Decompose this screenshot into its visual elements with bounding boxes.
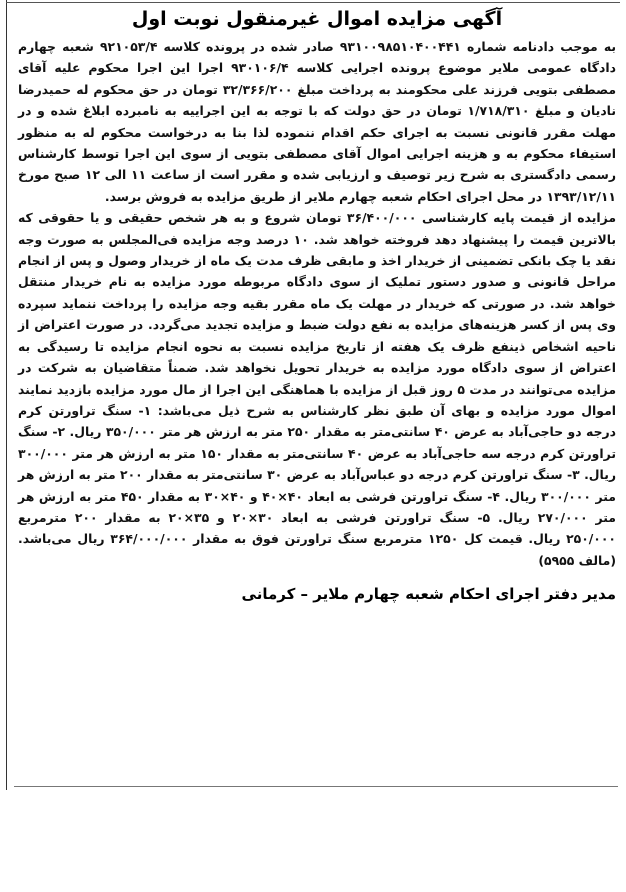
notice-paragraph-terms: مزایده از قیمت پایه کارشناسی ۳۶/۴۰۰/۰۰۰ تومان شروع و به هر شخص حقیقی و یا حقوقی که بالاترین قیمت را پیشنهاد دهد فروخته خواهد شد. ۱۰ درصد وجه مزایده فی‌المجلس به صورت وجه نقد یا چک بانکی تضمینی از خریدار اخذ و مابقی ظرف مدت یک ماه از خریدار وصول و پس از انجام مراحل قانونی و صدور دستور تملیک از سوی دادگاه مربوطه مورد مزایده به نام خریدار منتقل خواهد شد. در صورتی که خریدار در مهلت یک ماه مقرر بقیه وجه مزایده را پرداخت ننماید سپرده وی پس از کسر هزینه‌های مزایده به نفع دولت ضبط و مزایده تجدید می‌گردد. در صورت اعتراض از ناحیه اشخاص ذینفع ظرف یک هفته از تاریخ مزایده نسبت به نحوه انجام مزایده تا رسیدگی به اعتراض از سوی دادگاه مورد مزایده به خریدار تحویل نخواهد شد. ضمناً متقاضیان به شرکت در مزایده می‌توانند در مدت ۵ روز قبل از مزایده با هماهنگی این اجرا از مال مورد مزایده بازدید نمایند اموال مورد مزایده و بهای آن طبق نظر کارشناس به شرح ذیل می‌باشد: ۱- سنگ تراورتن کرم درجه دو حاجی‌آباد به عرض ۴۰ سانتی‌متر به مقدار ۲۵۰ متر به ارزش هر متر ۳۵۰/۰۰۰ ریال. ۲- سنگ تراورتن کرم درجه سه حاجی‌آباد به عرض ۴۰ سانتی‌متر به مقدار ۱۵۰ متر به ارزش هر متر ۳۰۰/۰۰۰ ریال. ۳- سنگ تراورتن کرم درجه دو عباس‌آباد به عرض ۳۰ سانتی‌متر به مقدار ۲۰۰ متر به ارزش هر متر ۳۰۰/۰۰۰ ریال. ۴- سنگ تراورتن فرشی به ابعاد ۴۰×۴۰ و ۴۰×۳۰ به مقدار ۴۵۰ متر به ارزش هر متر ۲۷۰/۰۰۰ ریال. ۵- سنگ تراورتن فرشی به ابعاد ۳۰×۲۰ و ۳۵×۲۰ به مقدار ۲۰۰ مترمربع ۲۵۰/۰۰۰ ریال. قیمت کل ۱۲۵۰ مترمربع سنگ تراورتن فوق به مقدار ۳۶۴/۰۰۰/۰۰۰ ریال می‌باشد. (مالف ۵۹۵۵): [18, 210, 617, 568]
left-border-line: [6, 0, 7, 790]
notice-signature: مدیر دفتر اجرای احکام شعبه چهارم ملایر – کرمانی: [241, 585, 616, 604]
notice-paragraph-ruling: به موجب دادنامه شماره ۹۳۱۰۰۹۸۵۱۰۴۰۰۴۴۱ صادر شده در پرونده کلاسه ۹۲۱۰۵۳/۴ شعبه چهارم دادگاه عمومی ملایر موضوع پرونده اجرایی کلاسه ۹۳۰۱۰۶/۴ اجرا این اجرا محکوم علیه آقای مصطفی بتویی فرزند علی محکومند به پرداخت مبلغ ۳۲/۳۶۶/۲۰۰ تومان در حق محکوم له حمیدرضا نادیان و مبلغ ۱/۷۱۸/۳۱۰ تومان در حق دولت که با توجه به این اجراییه به نامبرده ابلاغ شده و در مهلت مقرر قانونی نسبت به اجرای حکم اقدام ننموده لذا بنا به درخواست محکوم له به منظور استیفاء محکوم به و هزینه اجرایی اموال آقای مصطفی بتویی از سوی این اجرا توسط کارشناس رسمی دادگستری به شرح زیر توصیف و ارزیابی شده و مقرر است از ساعت ۱۱ الی ۱۲ صبح مورخ ۱۳۹۳/۱۲/۱۱ در محل اجرای احکام شعبه چهارم ملایر از طریق مزایده به فروش برسد.: [18, 39, 617, 204]
top-border-line: [6, 2, 620, 3]
bottom-border-line: [14, 786, 618, 787]
auction-notice: [18, 6, 616, 605]
notice-title: آگهی مزایده اموال غیرمنقول نوبت اول: [131, 8, 503, 30]
